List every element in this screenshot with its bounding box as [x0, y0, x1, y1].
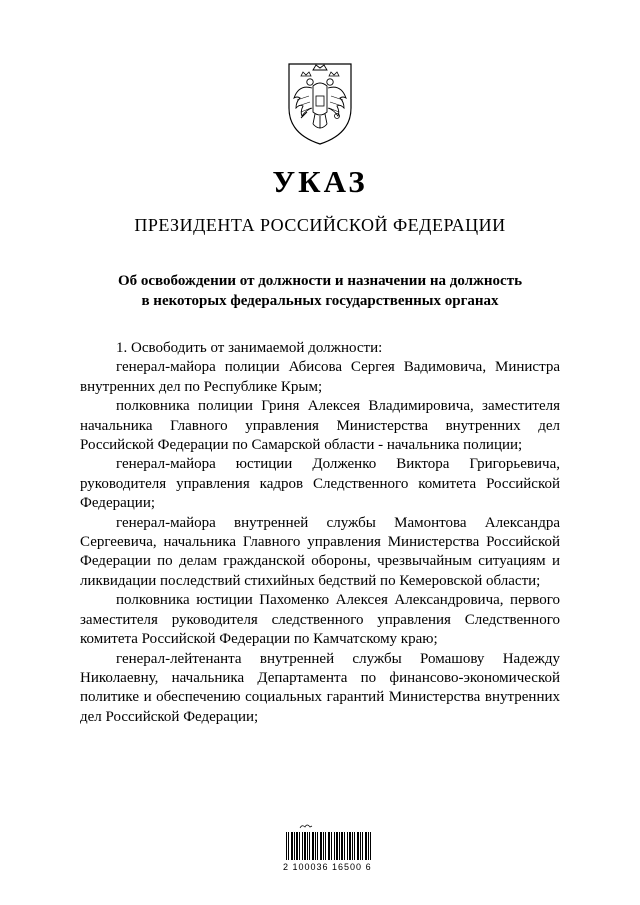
document-subtitle: ПРЕЗИДЕНТА РОССИЙСКОЙ ФЕДЕРАЦИИ [134, 215, 506, 235]
paragraph: полковника полиции Гриня Алексея Владимировича, заместителя начальника Главного управления Министерства внутренних дел Российской Федерации по Самарской области - начальника полиции; [80, 398, 560, 454]
paragraph: генерал-лейтенанта внутренней службы Ромашову Надежду Николаевну, начальника Департамента по финансово-экономической политике и обеспечению социальных гарантий Министерства внутренних дел Российской Федерации; [80, 650, 560, 725]
decree-heading [80, 271, 560, 311]
decree-body [80, 339, 560, 727]
paragraph: генерал-майора внутренней службы Мамонтова Александра Сергеевича, начальника Главного управления Министерства Российской Федерации по делам гражданской обороны, чрезвычайным ситуациям и ликвидации последствий стихийных бедствий по Кемеровской области; [80, 514, 560, 589]
paragraph: генерал-майора юстиции Долженко Виктора Григорьевича, руководителя управления кадров Следственного комитета Российской Федерации; [80, 456, 560, 512]
decree-heading-line-1: Об освобождении от должности и назначении на должность [117, 273, 523, 289]
barcode-number: 2 100036 16500 6 [283, 862, 372, 872]
decree-heading-line-2: в некоторых федеральных государственных органах [141, 293, 499, 309]
paragraph: генерал-майора полиции Абисова Сергея Вадимовича, Министра внутренних дел по Республике Крым; [80, 359, 560, 395]
paragraph: 1. Освободить от занимаемой должности: [116, 340, 383, 356]
document-title: УКАЗ [272, 164, 368, 199]
paragraph: полковника юстиции Пахоменко Алексея Александровича, первого заместителя руководителя следственного управления Следственного комитета Российской Федерации по Камчатскому краю; [80, 592, 560, 648]
coat-of-arms-icon [283, 56, 357, 146]
